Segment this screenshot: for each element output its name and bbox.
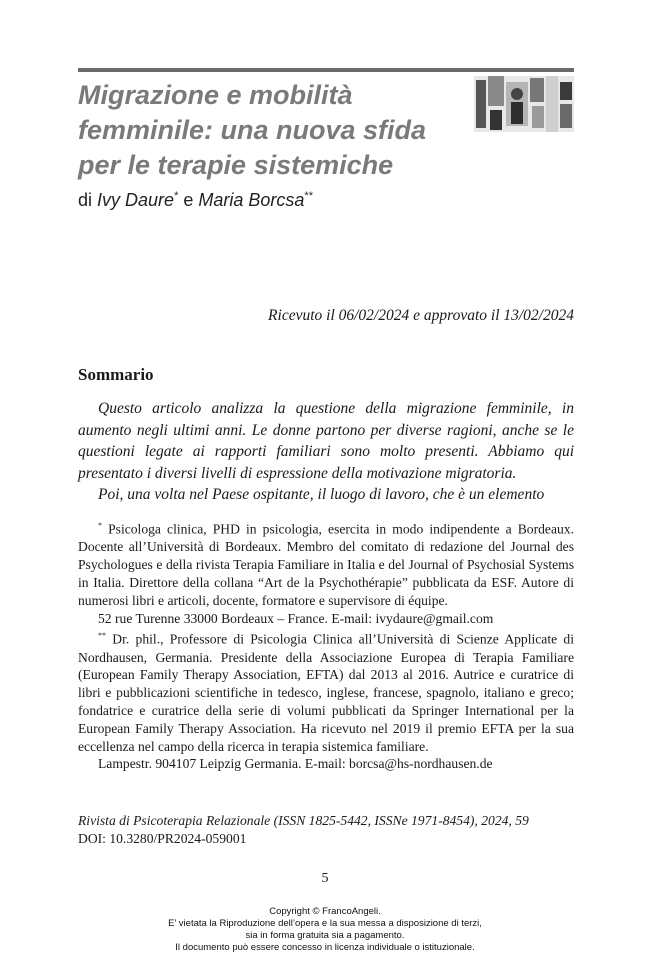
footnote-1-text: Psicologa clinica, PHD in psicologia, esercita in modo indipendente a Bordeaux. Docente all’Università di Bordeaux. Membro del comitato di redazione del Journal des Psychologues e della rivista Terapia Familiare in Italia e del Journal of Psychosial Systems in Italia. Direttore della collana “Art de la Psychothérapie” pubblicata da ESF. Autore di numerosi libri e articoli, docente, formatore e supervisore di équipe. [78,521,574,608]
copyright-notice [0,906,650,954]
copyright-line: sia in forma gratuita sia a pagamento. [245,930,405,941]
footnote-1-mark: * [98,521,102,530]
journal-citation: Rivista di Psicoterapia Relazionale (ISSN 1825-5442, ISSNe 1971-8454), 2024, 59 [78,813,529,828]
footnote-2-mark: ** [98,631,106,641]
byline-connector: e [183,190,194,210]
footnote-1 [78,517,574,610]
sommario-heading: Sommario [78,365,154,384]
byline [78,190,313,211]
page-number: 5 [321,871,329,886]
article-title: Migrazione e mobilità femminile: una nuova sfida per le terapie sistemiche [78,80,427,180]
header-collage-image [474,76,574,132]
copyright-line: Copyright © FrancoAngeli. [269,906,381,917]
footnotes [78,517,574,773]
abstract [78,398,574,506]
received-approved-date: Ricevuto il 06/02/2024 e approvato il 13/02/2024 [268,307,574,324]
abstract-paragraph: Poi, una volta nel Paese ospitante, il luogo di lavoro, che è un elemento [98,486,545,503]
footnote-2-text: Dr. phil., Professore di Psicologia Clinica all’Università di Scienze Applicate di Nordhausen, Germania. Presidente della Associazione Europea di Terapia Familiare (European Family Therapy Association, EFTA) dal 2013 al 2016. Autrice e curatrice di libri e pubblicazioni scientifiche in tedesco, inglese, francese, spagnolo, italiano e greco; fondatrice e curatrice della serie di volumi pubblicati da Springer International per la European Family Therapy Association. Ha ricevuto nel 2019 il premio EFTA per la sua eccellenza nel campo della ricerca in terapia sistemica familiare. [78,631,574,754]
author-2: Maria Borcsa [198,190,305,210]
footnote-2-address: Lampestr. 904107 Leipzig Germania. E-mail: borcsa@hs-nordhausen.de [98,756,493,772]
journal-info [78,812,529,848]
copyright-line: E’ vietata la Riproduzione dell’opera e la sua messa a disposizione di terzi, [168,918,482,929]
top-rule [78,68,574,72]
author-1-mark: * [174,190,179,202]
footnote-2 [78,627,574,755]
abstract-paragraph: Questo articolo analizza la questione della migrazione femminile, in aumento negli ultimi anni. Le donne partono per diverse ragioni, anche se le questioni legate ai rapporti familiari sono molto presenti. Abbiamo qui presentato i diversi livelli di espressione della motivazione migratoria. [78,400,574,482]
author-1: Ivy Daure [97,190,175,210]
byline-prefix: di [78,190,93,210]
author-2-mark: ** [304,190,313,202]
footnote-1-address: 52 rue Turenne 33000 Bordeaux – France. E-mail: ivydaure@gmail.com [98,610,494,626]
journal-doi: DOI: 10.3280/PR2024-059001 [78,831,247,846]
copyright-line: Il documento può essere concesso in licenza individuale o istituzionale. [175,942,475,953]
